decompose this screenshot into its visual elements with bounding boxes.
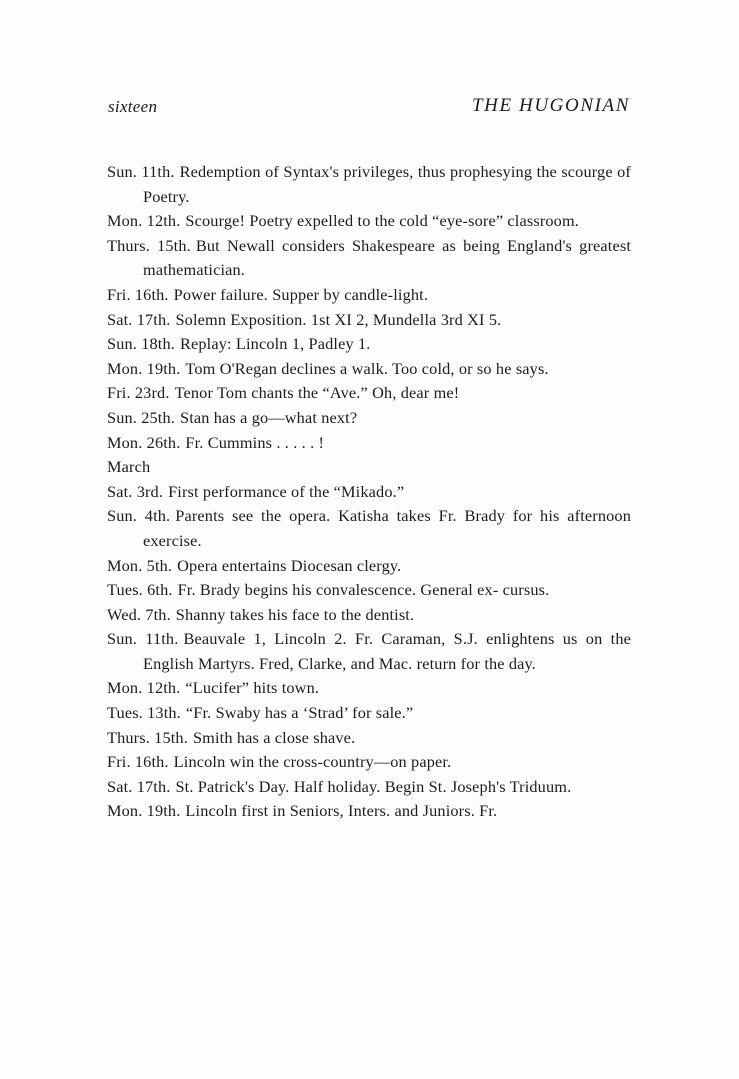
diary-entry [107, 578, 631, 603]
entry-date: Mon. 12th. [107, 678, 181, 698]
running-head [108, 97, 630, 121]
diary-entry [107, 234, 631, 283]
diary-entry [107, 308, 631, 333]
diary-entry [107, 554, 631, 579]
entry-text: Beauvale 1, Lincoln 2. Fr. Caraman, S.J. enlightens us on the English Martyrs. Fred, Clarke, and Mac. return for the day. [143, 629, 631, 673]
entry-date: Wed. 7th. [107, 604, 171, 624]
entry-date: Thurs. 15th. [107, 727, 188, 747]
entry-date: Sun. 25th. [107, 407, 175, 427]
diary-entry [107, 726, 631, 751]
entry-date: Mon. 19th. [107, 801, 181, 821]
diary-entry [107, 603, 631, 628]
entry-date: Sat. 3rd. [107, 481, 164, 501]
diary-entry [107, 431, 631, 456]
entry-date: Fri. 23rd. [107, 383, 170, 403]
entry-text: Shanny takes his face to the dentist. [175, 604, 415, 624]
entry-text: But Newall considers Shakespeare as being England's greatest mathematician. [143, 235, 631, 280]
diary-entry [107, 750, 631, 775]
entry-text: Fr. Brady begins his convalescence. General ex- cursus. [177, 580, 550, 600]
entry-text: Smith has a close shave. [192, 727, 356, 747]
diary-entry [107, 480, 631, 505]
diary-entries [107, 160, 631, 824]
entry-text: “Fr. Swaby has a ‘Strad’ for sale.” [185, 703, 414, 723]
diary-entry [107, 332, 631, 357]
entry-text: St. Patrick's Day. Half holiday. Begin St. Joseph's Triduum. [175, 776, 572, 796]
entry-text: Solemn Exposition. 1st XI 2, Mundella 3rd XI 5. [175, 309, 502, 329]
diary-entry [107, 357, 631, 382]
entry-text: Opera entertains Diocesan clergy. [177, 555, 402, 575]
diary-entry [107, 160, 631, 209]
entry-text: Fr. Cummins . . . . . ! [185, 432, 325, 452]
diary-entry [107, 381, 631, 406]
entry-date: Mon. 12th. [107, 211, 181, 231]
entry-date: Mon. 19th. [107, 358, 181, 378]
entry-text: First performance of the “Mikado.” [168, 481, 405, 501]
diary-entry [107, 627, 631, 676]
entry-text: Stan has a go—what next? [180, 407, 358, 427]
diary-entry [107, 799, 631, 824]
entry-text: Tenor Tom chants the “Ave.” Oh, dear me! [174, 383, 460, 403]
entry-date: Sat. 17th. [107, 776, 171, 796]
diary-entry [107, 209, 631, 234]
entry-date: Sat. 17th. [107, 309, 171, 329]
entry-date: Tues. 13th. [107, 703, 181, 723]
diary-entry [107, 775, 631, 800]
entry-date: Thurs. 15th. [107, 235, 191, 255]
entry-text: Lincoln first in Seniors, Inters. and Juniors. Fr. [185, 801, 498, 821]
entry-text: Parents see the opera. Katisha takes Fr. Brady for his afternoon exercise. [143, 506, 631, 550]
entry-text: Power failure. Supper by candle-light. [173, 284, 429, 304]
diary-entry [107, 676, 631, 701]
entry-date: Mon. 5th. [107, 555, 173, 575]
diary-entry [107, 283, 631, 308]
entry-text: Tom O'Regan declines a walk. Too cold, or so he says. [185, 358, 549, 378]
diary-entry [107, 406, 631, 431]
entry-text: Scourge! Poetry expelled to the cold “eye-sore” classroom. [185, 211, 580, 231]
entry-date: Sun. 11th. [107, 629, 179, 649]
entry-date: Fri. 16th. [107, 284, 169, 304]
entry-text: “Lucifer” hits town. [185, 678, 320, 698]
entry-text: Redemption of Syntax's privileges, thus prophesying the scourge of Poetry. [143, 162, 631, 206]
entry-date: Sun. 4th. [107, 506, 171, 526]
month-heading: March [107, 457, 151, 477]
entry-date: Sun. 18th. [107, 334, 175, 354]
entry-date: Sun. 11th. [107, 162, 175, 181]
entry-date: Fri. 16th. [107, 752, 169, 772]
diary-entry [107, 701, 631, 726]
diary-entry [107, 504, 631, 553]
entry-text: Replay: Lincoln 1, Padley 1. [180, 334, 371, 354]
entry-date: Tues. 6th. [107, 580, 173, 600]
entry-text: Lincoln win the cross-country—on paper. [173, 752, 452, 772]
journal-title: THE HUGONIAN [471, 95, 630, 116]
page-number: sixteen [108, 97, 158, 116]
entry-date: Mon. 26th. [107, 432, 181, 452]
